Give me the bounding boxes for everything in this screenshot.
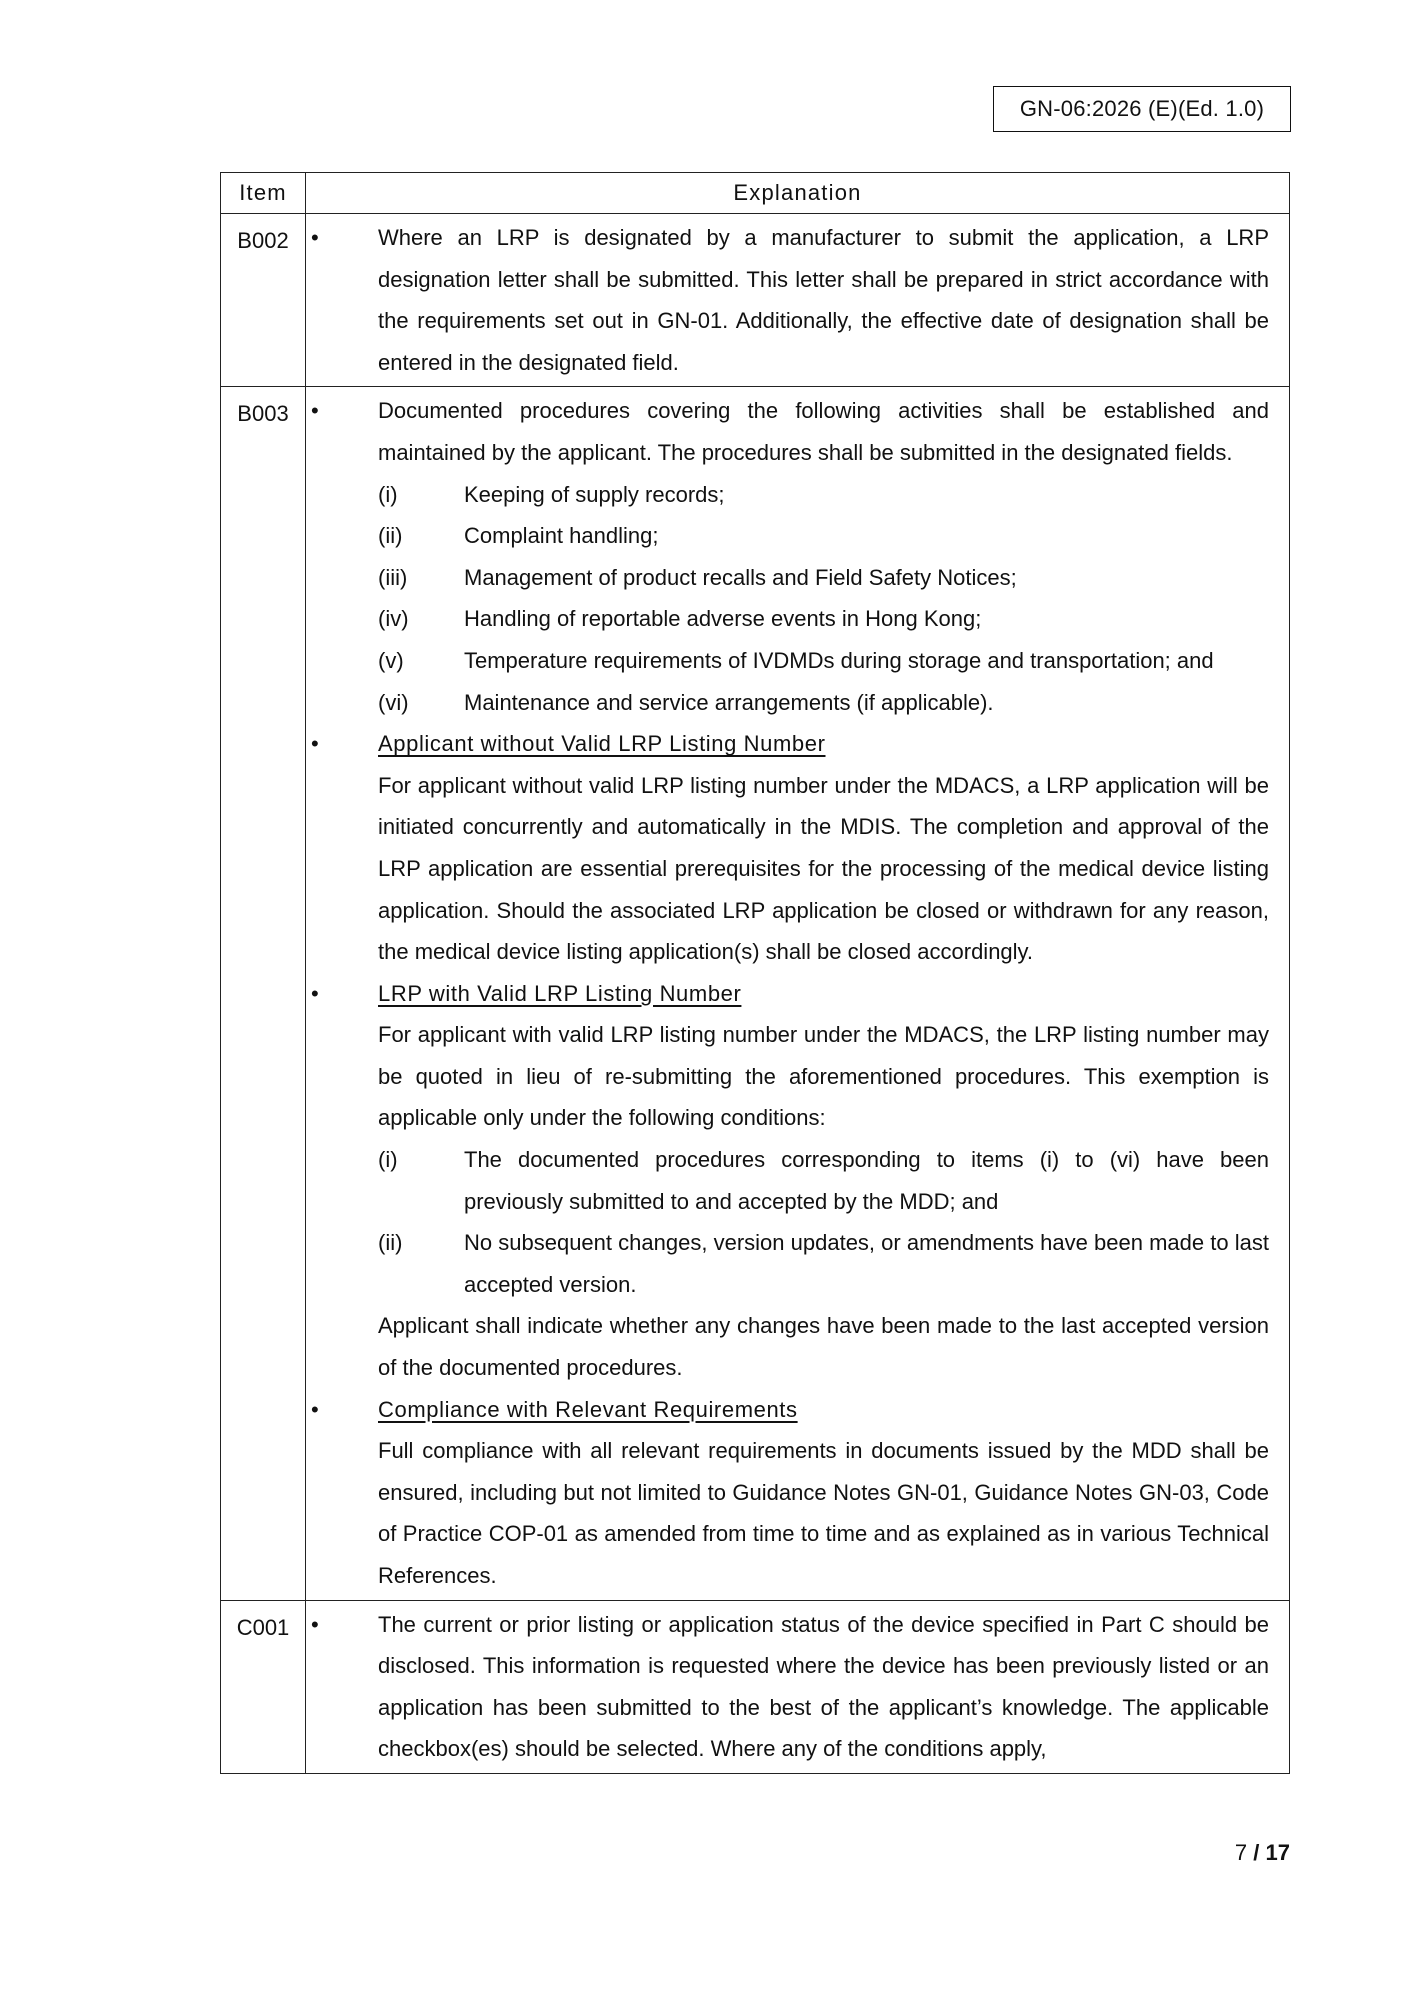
list-item-text: The documented procedures corresponding to items (i) to (vi) have been previously submitted to and accepted by the MDD; and (464, 1147, 1269, 1214)
bullet-mark: • (311, 980, 319, 1006)
list-item-number: (ii) (378, 1230, 403, 1256)
c001-text: The current or prior listing or application status of the device specified in Part C should be disclosed. This information is requested where the device has been previously listed or an application has been submitted to the best of the applicant’s knowledge. The applicable checkbox(es) should be selected. Where any of the conditions apply, (378, 1611, 1269, 1762)
page-current: 7 (1234, 1840, 1248, 1865)
list-item-text: Temperature requirements of IVDMDs during storage and transportation; and (464, 647, 1214, 673)
explanation-table (220, 172, 1290, 1774)
table-row-c001 (221, 1600, 1290, 1773)
explanation-b003 (306, 387, 1290, 1600)
list-item-number: (i) (378, 481, 398, 507)
with-lrp-text: For applicant with valid LRP listing number under the MDACS, the LRP listing number may be quoted in lieu of re-submitting the aforementioned procedures. This exemption is applicable only under the following conditions: (378, 1022, 1269, 1131)
list-item (378, 640, 1269, 682)
list-item-number: (iv) (378, 606, 409, 632)
table-row-b002 (221, 214, 1290, 387)
list-item-text: Maintenance and service arrangements (if applicable). (464, 689, 994, 715)
list-item (378, 474, 1269, 516)
with-lrp-note: Applicant shall indicate whether any changes have been made to the last accepted version of the documented procedures. (378, 1313, 1269, 1381)
list-item-number: (ii) (378, 523, 403, 549)
item-code-b002: B002 (221, 214, 306, 387)
bullet-mark: • (311, 1611, 319, 1637)
list-item-number: (vi) (378, 689, 409, 715)
list-item-number: (v) (378, 647, 404, 673)
list-item (378, 682, 1269, 724)
explanation-b002 (306, 214, 1290, 387)
bullet-mark: • (311, 398, 319, 424)
table-header-row (221, 173, 1290, 214)
list-item (378, 1222, 1269, 1305)
list-item-number: (iii) (378, 564, 408, 590)
procedure-list (378, 474, 1269, 724)
bullet-mark: • (311, 731, 319, 757)
item-code-b003: B003 (221, 387, 306, 1600)
b002-text: Where an LRP is designated by a manufacturer to submit the application, a LRP designation letter shall be submitted. This letter shall be prepared in strict accordance with the requirements set out in GN-01. Additionally, the effective date of designation shall be entered in the designated field. (378, 225, 1269, 375)
b003-intro: Documented procedures covering the following activities shall be established and maintained by the applicant. The procedures shall be submitted in the designated fields. (378, 398, 1269, 465)
list-item-text: Complaint handling; (464, 523, 659, 549)
table-row-b003 (221, 387, 1290, 1600)
list-item-text: Handling of reportable adverse events in Hong Kong; (464, 606, 982, 632)
list-item (378, 515, 1269, 557)
bullet-mark: • (311, 1396, 319, 1422)
list-item (378, 1139, 1269, 1222)
list-item (378, 557, 1269, 599)
list-item-number: (i) (378, 1147, 398, 1173)
list-item-text: Keeping of supply records; (464, 481, 725, 507)
bullet-mark: • (311, 225, 319, 250)
document-reference-box: GN-06:2026 (E)(Ed. 1.0) (993, 86, 1291, 132)
list-item (378, 598, 1269, 640)
explanation-c001 (306, 1600, 1290, 1773)
list-item-text: Management of product recalls and Field Safety Notices; (464, 564, 1017, 590)
compliance-text: Full compliance with all relevant requirements in documents issued by the MDD shall be ensured, including but not limited to Guidance Notes GN-01, Guidance Notes GN-03, Code of Practice COP-01 as amended from time to time and as explained as in various Technical References. (378, 1438, 1269, 1588)
item-code-c001: C001 (221, 1600, 306, 1773)
item-column-header: Item (221, 173, 306, 214)
page-number (1220, 1840, 1290, 1866)
compliance-heading: Compliance with Relevant Requirements (378, 1396, 798, 1422)
explanation-column-header: Explanation (306, 173, 1290, 214)
without-lrp-heading: Applicant without Valid LRP Listing Number (378, 731, 826, 757)
page-total: / 17 (1253, 1840, 1290, 1865)
without-lrp-text: For applicant without valid LRP listing number under the MDACS, a LRP application will be initiated concurrently and automatically in the MDIS. The completion and approval of the LRP application are essential prerequisites for the processing of the medical device listing application. Should the associated LRP application be closed or withdrawn for any reason, the medical device listing application(s) shall be closed accordingly. (378, 772, 1269, 965)
list-item-text: No subsequent changes, version updates, or amendments have been made to last accepted version. (464, 1230, 1269, 1297)
with-lrp-heading: LRP with Valid LRP Listing Number (378, 980, 742, 1006)
